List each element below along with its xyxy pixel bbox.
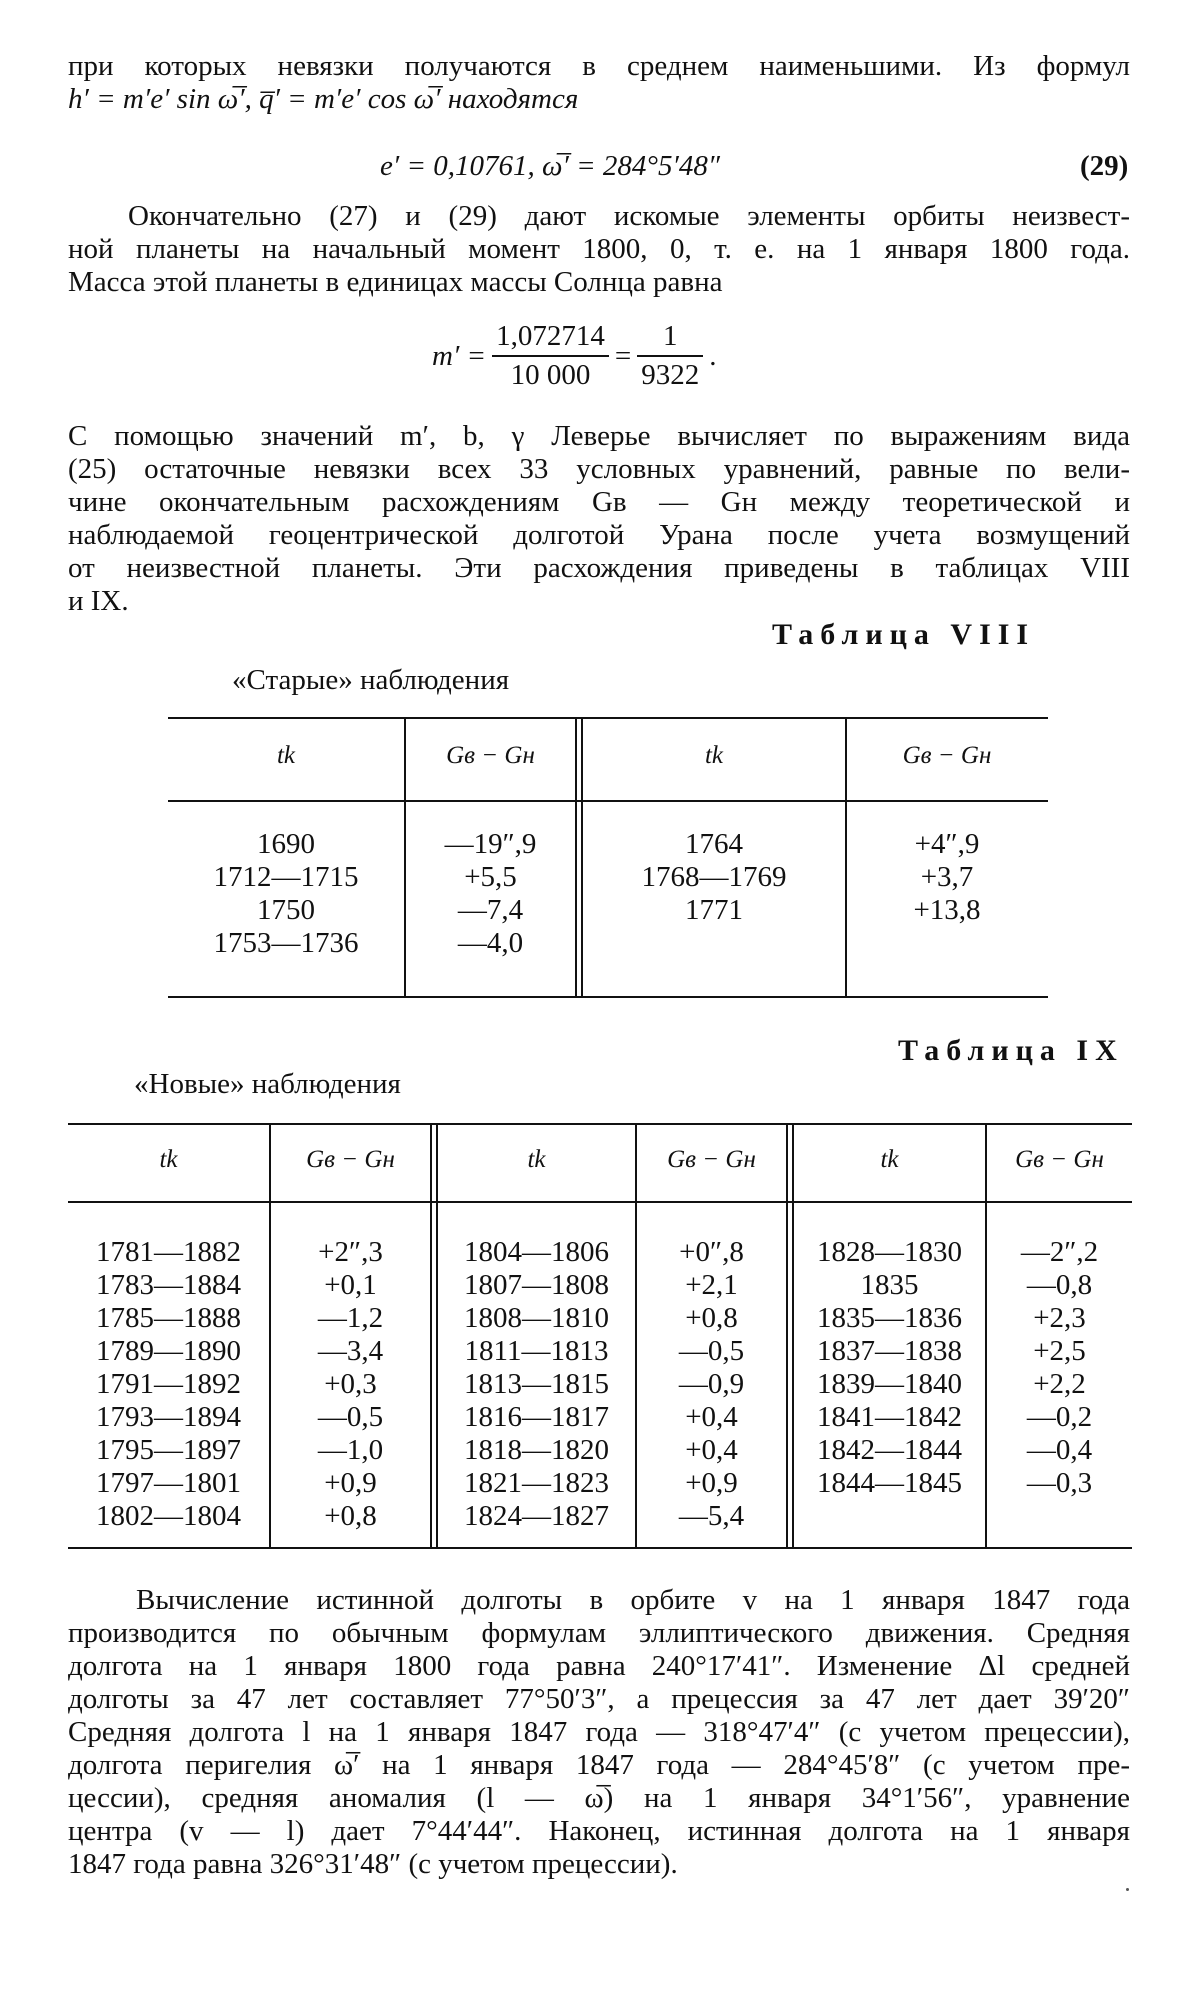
table-9-cell-t: 1835 <box>860 1269 919 1301</box>
final-line-1: Вычисление истинной долготы в орбите v на 1 января 1847 года <box>136 1584 1130 1616</box>
table-8-cell-g: +3,7 <box>920 861 974 893</box>
table-9-cell-t: 1785—1888 <box>96 1302 241 1334</box>
final-elements-paragraph <box>68 200 1130 299</box>
table-9-cell-g: +0,4 <box>685 1434 738 1466</box>
final-elements-line-2: ной планеты на начальный момент 1800, 0, т. е. на 1 января 1800 года. <box>68 233 1130 265</box>
table-9-cell-g: —1,2 <box>317 1302 384 1334</box>
table-9-cell-t: 1802—1804 <box>96 1500 241 1532</box>
table-9-cell-t: 1839—1840 <box>817 1368 962 1400</box>
table-9-cell-t: 1844—1845 <box>817 1467 962 1499</box>
table-9-cell-g: +0,9 <box>685 1467 738 1499</box>
table-8-left-t-column <box>168 828 404 960</box>
table-8-cell-g: —7,4 <box>457 894 524 926</box>
table-8-caption: Таблица VIII <box>772 618 1036 651</box>
table-8-cell-g: +4″,9 <box>914 828 980 860</box>
mass-fraction-2 <box>637 320 703 392</box>
table-9-header-g-3: Gв − Gн <box>1015 1146 1104 1173</box>
final-line-9: 1847 года равна 326°31′48″ (с учетом прецессии). <box>68 1848 678 1880</box>
mass-formula <box>432 320 716 392</box>
mass-formula-equals: = <box>614 339 632 372</box>
table-9-header-t-3: tk <box>880 1146 899 1173</box>
table-8-cell-t: 1750 <box>257 894 315 926</box>
table-9-cell-g: —0,3 <box>1026 1467 1093 1499</box>
table-9-col-2-g <box>637 1236 786 1533</box>
table-9-header-g-2: Gв − Gн <box>667 1146 756 1173</box>
table-9-header-t-2: tk <box>527 1146 546 1173</box>
table-9-cell-g: —0,8 <box>1026 1269 1093 1301</box>
table-9-cell-g: —0,5 <box>317 1401 384 1433</box>
final-line-8: центра (v — l) дает 7°44′44″. Наконец, истинная долгота на 1 января <box>68 1815 1130 1847</box>
formula-29: e′ = 0,10761, ω̅′ = 284°5′48″ <box>380 150 720 182</box>
table-9-cell-t: 1808—1810 <box>464 1302 609 1334</box>
table-8-header-g-left: Gв − Gн <box>446 742 535 769</box>
final-elements-line-1: Окончательно (27) и (29) дают искомые элементы орбиты неизвест- <box>128 200 1130 232</box>
table-9-cell-g: +0,8 <box>324 1500 377 1532</box>
final-line-5: Средняя долгота l на 1 января 1847 года — 318°47′4″ (с учетом прецессии), <box>68 1716 1130 1748</box>
table-8-cell-t: 1690 <box>257 828 315 860</box>
leverrier-line-5: от неизвестной планеты. Эти расхождения приведены в таблицах VIII <box>68 552 1130 584</box>
table-9-cell-g: +0,3 <box>324 1368 377 1400</box>
table-9-cell-t: 1824—1827 <box>464 1500 609 1532</box>
table-9-col-1-t <box>68 1236 269 1533</box>
mass-fraction-1-denominator: 10 000 <box>510 359 591 391</box>
leverrier-line-3: чине окончательным расхождениям Gв — Gн между теоретической и <box>68 486 1130 518</box>
table-9-cell-t: 1842—1844 <box>817 1434 962 1466</box>
table-9-cell-g: +2,3 <box>1033 1302 1086 1334</box>
table-9-col-3-g <box>987 1236 1132 1500</box>
final-line-3: долгота на 1 января 1800 года равна 240°17′41″. Изменение Δl средней <box>68 1650 1130 1682</box>
table-8-header-rule <box>168 800 1048 802</box>
table-9-cell-g: +0″,8 <box>679 1236 744 1268</box>
table-9-bottom-rule <box>68 1547 1132 1549</box>
table-9-cell-t: 1791—1892 <box>96 1368 241 1400</box>
table-8-left-g-column <box>406 828 575 960</box>
table-9-cell-t: 1837—1838 <box>817 1335 962 1367</box>
leverrier-line-6: и IX. <box>68 585 129 617</box>
table-9-cell-g: +2,5 <box>1033 1335 1086 1367</box>
table-9-cell-g: +0,4 <box>685 1401 738 1433</box>
stray-dot <box>1126 1888 1129 1891</box>
table-9-cell-g: +2″,3 <box>318 1236 383 1268</box>
table-9-cell-g: +0,9 <box>324 1467 377 1499</box>
leverrier-line-4: наблюдаемой геоцентрической долготой Урана после учета возмущений <box>68 519 1130 551</box>
table-9-col-2-t <box>438 1236 635 1533</box>
table-9-cell-t: 1789—1890 <box>96 1335 241 1367</box>
intro-line-1: при которых невязки получаются в среднем наименьшими. Из формул <box>68 50 1130 82</box>
table-9-cell-g: +0,1 <box>324 1269 377 1301</box>
table-9-cell-g: —2″,2 <box>1020 1236 1099 1268</box>
table-9-cell-g: +2,1 <box>685 1269 738 1301</box>
equation-number-29: (29) <box>1080 150 1129 182</box>
table-9-cell-g: —5,4 <box>678 1500 745 1532</box>
table-9-cell-t: 1816—1817 <box>464 1401 609 1433</box>
final-line-4: долготы за 47 лет составляет 77°50′3″, а прецессия за 47 лет дает 39′20″ <box>68 1683 1130 1715</box>
table-8-cell-t: 1712—1715 <box>213 861 359 893</box>
table-8-cell-g: —19″,9 <box>444 828 537 860</box>
table-8-subtitle: «Старые» наблюдения <box>232 664 510 696</box>
table-9-cell-g: —0,4 <box>1026 1434 1093 1466</box>
table-9-divider-double-2a <box>786 1125 788 1547</box>
table-9-cell-g: —0,5 <box>678 1335 745 1367</box>
final-paragraph <box>68 1584 1130 1881</box>
table-9-caption: Таблица IX <box>898 1034 1124 1067</box>
leverrier-paragraph <box>68 420 1130 618</box>
leverrier-line-1: С помощью значений m′, b, γ Леверье вычисляет по выражениям вида <box>68 420 1130 452</box>
table-9-cell-t: 1795—1897 <box>96 1434 241 1466</box>
table-9-header-g-1: Gв − Gн <box>306 1146 395 1173</box>
table-8-top-rule <box>168 717 1048 719</box>
mass-fraction-1 <box>492 320 609 392</box>
table-9-header-rule <box>68 1201 1132 1203</box>
final-line-7: цессии), средняя аномалия (l — ω̅) на 1 января 34°1′56″, уравнение <box>68 1782 1130 1814</box>
table-9-col-1-g <box>271 1236 430 1533</box>
table-8-divider-double-a <box>575 719 577 996</box>
mass-fraction-1-numerator: 1,072714 <box>492 320 609 357</box>
table-8-cell-g: +5,5 <box>464 861 517 893</box>
table-8-cell-t: 1768—1769 <box>641 861 787 893</box>
table-9-cell-t: 1813—1815 <box>464 1368 609 1400</box>
final-line-6: долгота перигелия ω̅′ на 1 января 1847 года — 284°45′8″ (с учетом пре- <box>68 1749 1130 1781</box>
table-9-cell-g: +0,8 <box>685 1302 738 1334</box>
mass-formula-lhs: m′ = <box>432 339 487 372</box>
table-8-cell-g: —4,0 <box>457 927 524 959</box>
table-9-cell-t: 1811—1813 <box>464 1335 609 1367</box>
intro-paragraph <box>68 50 1130 116</box>
table-9-cell-t: 1793—1894 <box>96 1401 241 1433</box>
table-9-cell-t: 1781—1882 <box>96 1236 241 1268</box>
mass-fraction-2-numerator: 1 <box>637 320 703 357</box>
table-8-right-t-column <box>583 828 845 927</box>
table-9-cell-t: 1783—1884 <box>96 1269 241 1301</box>
final-line-2: производится по обычным формулам эллиптического движения. Средняя <box>68 1617 1130 1649</box>
leverrier-line-2: (25) остаточные невязки всех 33 условных уравнений, равные по вели- <box>68 453 1130 485</box>
table-9-cell-t: 1828—1830 <box>817 1236 962 1268</box>
table-8-cell-t: 1753—1736 <box>213 927 359 959</box>
table-9-cell-g: —0,9 <box>678 1368 745 1400</box>
table-9-subtitle: «Новые» наблюдения <box>134 1068 401 1100</box>
table-9-cell-t: 1804—1806 <box>464 1236 609 1268</box>
table-8-cell-t: 1771 <box>685 894 743 926</box>
table-9-cell-t: 1818—1820 <box>464 1434 609 1466</box>
table-9-cell-t: 1841—1842 <box>817 1401 962 1433</box>
table-8-bottom-rule <box>168 996 1048 998</box>
table-8-right-g-column <box>847 828 1047 927</box>
table-9-cell-t: 1807—1808 <box>464 1269 609 1301</box>
final-elements-line-3: Масса этой планеты в единицах массы Солнца равна <box>68 266 723 298</box>
intro-line-2: h′ = m′e′ sin ω̅′, q̅′ = m′e′ cos ω̅′ находятся <box>68 83 579 115</box>
table-8-cell-t: 1764 <box>685 828 743 860</box>
table-8-header-t-right: tk <box>704 742 724 769</box>
table-9-cell-t: 1835—1836 <box>817 1302 962 1334</box>
table-8-cell-g: +13,8 <box>913 894 981 926</box>
table-9-cell-g: —0,2 <box>1026 1401 1093 1433</box>
table-8-header-t-left: tk <box>276 742 296 769</box>
table-9-top-rule <box>68 1123 1132 1125</box>
mass-fraction-2-denominator: 9322 <box>641 359 700 391</box>
table-9-cell-g: —3,4 <box>317 1335 384 1367</box>
table-8-header-g-right: Gв − Gн <box>902 742 992 769</box>
table-9-cell-t: 1797—1801 <box>96 1467 241 1499</box>
table-9-header-t-1: tk <box>159 1146 178 1173</box>
table-9-divider-double-1a <box>430 1125 432 1547</box>
mass-formula-end: . <box>709 339 717 372</box>
table-9-cell-g: +2,2 <box>1033 1368 1086 1400</box>
table-9-col-3-t <box>794 1236 985 1500</box>
table-9-cell-t: 1821—1823 <box>464 1467 609 1499</box>
table-9-cell-g: —1,0 <box>317 1434 384 1466</box>
